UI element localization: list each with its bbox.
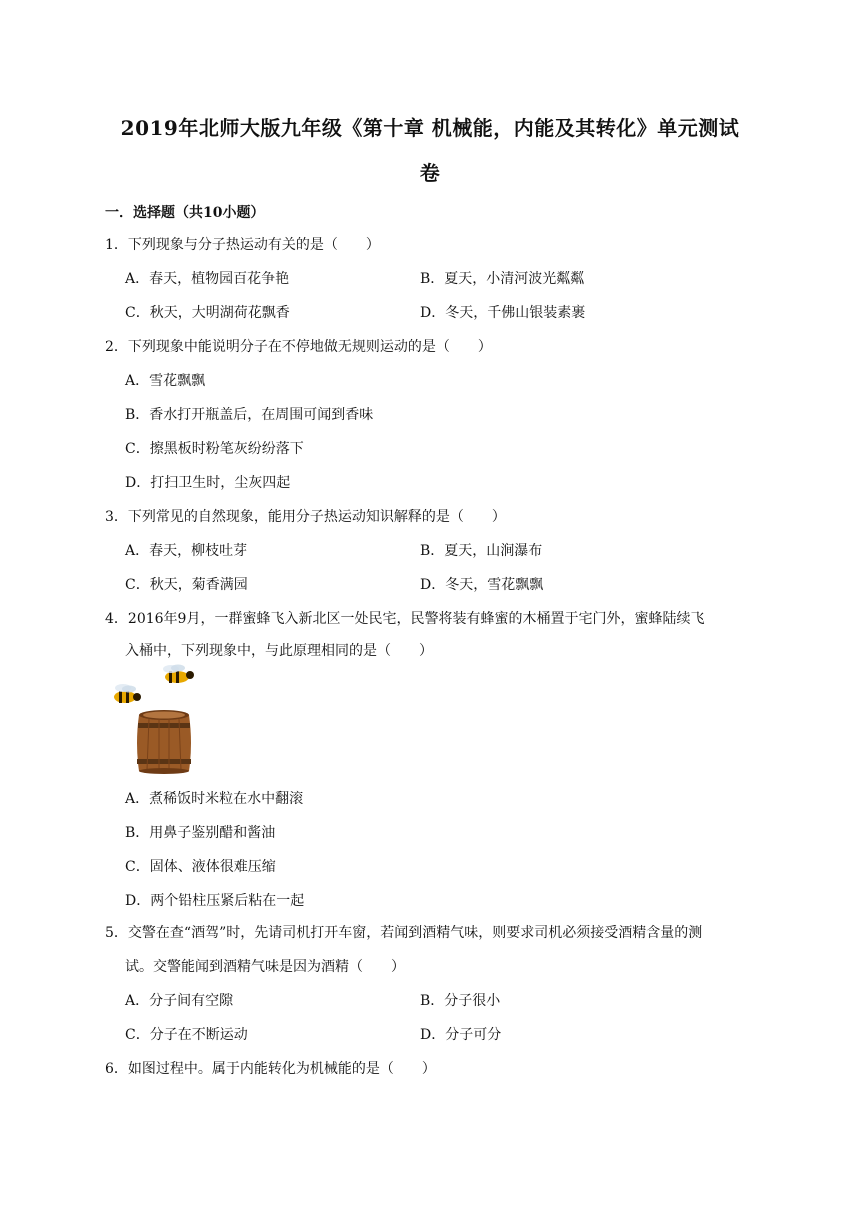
question-2-option-c: C．擦黑板时粉笔灰纷纷落下: [125, 441, 304, 457]
question-2-stem: 2．下列现象中能说明分子在不停地做无规则运动的是（ ）: [105, 339, 492, 355]
question-1-option-a: A．春天，植物园百花争艳: [125, 271, 290, 287]
question-2-option-b: B．香水打开瓶盖后，在周围可闻到香味: [125, 407, 374, 423]
question-5-option-a: A．分子间有空隙: [125, 993, 234, 1009]
bee-icon: [114, 684, 141, 703]
bee-icon: [163, 665, 194, 684]
barrel-icon: [137, 710, 191, 774]
question-2-option-d: D．打扫卫生时，尘灰四起: [125, 475, 291, 491]
question-1-option-c: C．秋天，大明湖荷花飘香: [125, 305, 290, 321]
question-3-stem: 3．下列常见的自然现象，能用分子热运动知识解释的是（ ）: [105, 509, 506, 525]
question-3-option-a: A．春天，柳枝吐芽: [125, 543, 248, 559]
question-1-stem: 1．下列现象与分子热运动有关的是（ ）: [105, 237, 380, 253]
question-4-option-c: C．固体、液体很难压缩: [125, 859, 276, 875]
question-5-option-b: B．分子很小: [420, 993, 501, 1009]
title-line-1: 2019年北师大版九年级《第十章 机械能，内能及其转化》单元测试: [120, 116, 740, 140]
question-3-option-c: C．秋天，菊香满园: [125, 577, 248, 593]
question-4-option-a: A．煮稀饭时米粒在水中翻滚: [125, 791, 304, 807]
question-4-stem: 4．2016年9月，一群蜜蜂飞入新北区一处民宅，民警将装有蜂蜜的木桶置于宅门外，蜜蜂陆续飞: [105, 611, 705, 627]
bees-and-barrel-figure: [105, 663, 200, 776]
question-4-stem-continued: 入桶中，下列现象中，与此原理相同的是（ ）: [125, 643, 433, 659]
question-1-option-b: B．夏天，小清河波光粼粼: [420, 271, 585, 287]
question-5-stem-continued: 试。交警能闻到酒精气味是因为酒精（ ）: [125, 959, 405, 975]
question-4-option-b: B．用鼻子鉴别醋和酱油: [125, 825, 276, 841]
question-5-option-d: D．分子可分: [420, 1027, 502, 1043]
question-1-option-d: D．冬天，千佛山银装素裹: [420, 305, 586, 321]
question-2-option-a: A．雪花飘飘: [125, 373, 206, 389]
section-heading: 一．选择题（共10小题）: [105, 205, 265, 221]
question-4-option-d: D．两个铅柱压紧后粘在一起: [125, 893, 305, 909]
question-6-stem: 6．如图过程中。属于内能转化为机械能的是（ ）: [105, 1061, 436, 1077]
question-3-option-b: B．夏天，山涧瀑布: [420, 543, 543, 559]
question-5-stem: 5．交警在查“酒驾”时，先请司机打开车窗，若闻到酒精气味，则要求司机必须接受酒精含量的测: [105, 925, 703, 941]
question-3-option-d: D．冬天，雪花飘飘: [420, 577, 544, 593]
question-5-option-c: C．分子在不断运动: [125, 1027, 248, 1043]
bee-barrel-illustration: [105, 663, 200, 776]
title-line-2: 卷: [419, 161, 441, 185]
